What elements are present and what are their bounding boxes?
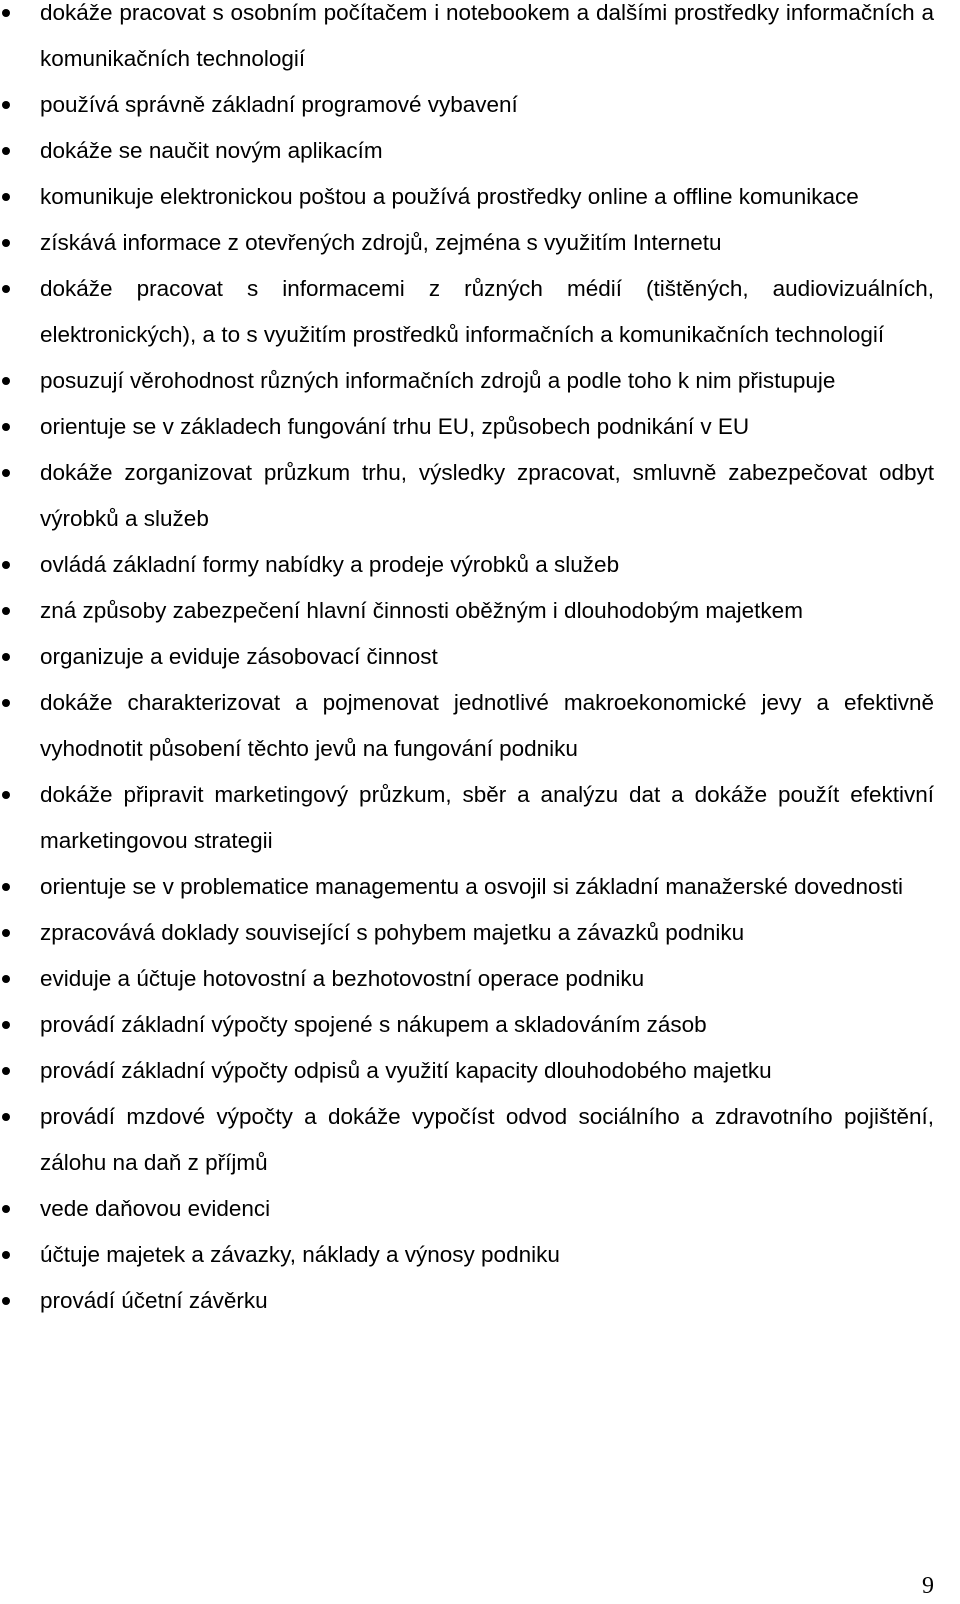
list-item-text: komunikuje elektronickou poštou a používá prostředky online a offline komunikace [40, 184, 859, 209]
bullet-icon [2, 193, 10, 201]
list-item-text: provádí základní výpočty odpisů a využití kapacity dlouhodobého majetku [40, 1058, 772, 1083]
list-item [40, 542, 934, 588]
list-item [40, 358, 934, 404]
bullet-icon [2, 1205, 10, 1213]
list-item-text: orientuje se v problematice managementu a osvojil si základní manažerské dovednosti [40, 874, 903, 899]
list-item [40, 1094, 934, 1186]
bullet-icon [2, 285, 10, 293]
list-item [40, 128, 934, 174]
bullet-icon [2, 883, 10, 891]
list-item-text: účtuje majetek a závazky, náklady a výnosy podniku [40, 1242, 560, 1267]
list-item-text: provádí účetní závěrku [40, 1288, 268, 1313]
list-item-text: dokáže pracovat s informacemi z různých médií (tištěných, audiovizuálních, elektronických), a to s využitím prostředků informačních a komunikačních technologií [40, 276, 934, 347]
bullet-icon [2, 1251, 10, 1259]
list-item-text: získává informace z otevřených zdrojů, zejména s využitím Internetu [40, 230, 722, 255]
list-item [40, 450, 934, 542]
list-item [40, 1278, 934, 1324]
list-item [40, 956, 934, 1002]
list-item [40, 910, 934, 956]
list-item [40, 680, 934, 772]
bullet-icon [2, 147, 10, 155]
list-item-text: posuzují věrohodnost různých informačních zdrojů a podle toho k nim přistupuje [40, 368, 836, 393]
list-item [40, 220, 934, 266]
list-item [40, 1002, 934, 1048]
bullet-icon [2, 239, 10, 247]
bullet-icon [2, 607, 10, 615]
bullet-icon [2, 791, 10, 799]
list-item-text: provádí základní výpočty spojené s nákupem a skladováním zásob [40, 1012, 707, 1037]
list-item-text: dokáže se naučit novým aplikacím [40, 138, 383, 163]
bullet-icon [2, 561, 10, 569]
bullet-icon [2, 653, 10, 661]
list-item [40, 864, 934, 910]
competency-list [40, 0, 934, 1324]
list-item [40, 1186, 934, 1232]
list-item [40, 588, 934, 634]
list-item-text: používá správně základní programové vybavení [40, 92, 518, 117]
list-item-text: dokáže zorganizovat průzkum trhu, výsledky zpracovat, smluvně zabezpečovat odbyt výrobků a služeb [40, 460, 934, 531]
bullet-icon [2, 1297, 10, 1305]
list-item-text: provádí mzdové výpočty a dokáže vypočíst odvod sociálního a zdravotního pojištění, zálohu na daň z příjmů [40, 1104, 934, 1175]
list-item [40, 404, 934, 450]
bullet-icon [2, 1021, 10, 1029]
list-item-text: organizuje a eviduje zásobovací činnost [40, 644, 438, 669]
bullet-icon [2, 929, 10, 937]
list-item-text: dokáže pracovat s osobním počítačem i notebookem a dalšími prostředky informačních a komunikačních technologií [40, 0, 934, 71]
bullet-icon [2, 423, 10, 431]
list-item-text: zpracovává doklady související s pohybem majetku a závazků podniku [40, 920, 745, 945]
list-item [40, 174, 934, 220]
list-item [40, 266, 934, 358]
list-item [40, 634, 934, 680]
list-item [40, 0, 934, 82]
list-item-text: eviduje a účtuje hotovostní a bezhotovostní operace podniku [40, 966, 645, 991]
bullet-icon [2, 975, 10, 983]
page-number: 9 [922, 1573, 934, 1599]
list-item-text: orientuje se v základech fungování trhu EU, způsobech podnikání v EU [40, 414, 750, 439]
bullet-icon [2, 699, 10, 707]
bullet-icon [2, 101, 10, 109]
bullet-icon [2, 377, 10, 385]
list-item-text: dokáže připravit marketingový průzkum, sběr a analýzu dat a dokáže použít efektivní marketingovou strategii [40, 782, 934, 853]
list-item [40, 82, 934, 128]
list-item-text: dokáže charakterizovat a pojmenovat jednotlivé makroekonomické jevy a efektivně vyhodnotit působení těchto jevů na fungování podniku [40, 690, 934, 761]
list-item [40, 1048, 934, 1094]
bullet-icon [2, 9, 10, 17]
bullet-icon [2, 1113, 10, 1121]
list-item [40, 772, 934, 864]
list-item-text: ovládá základní formy nabídky a prodeje výrobků a služeb [40, 552, 620, 577]
list-item-text: zná způsoby zabezpečení hlavní činnosti oběžným i dlouhodobým majetkem [40, 598, 803, 623]
list-item-text: vede daňovou evidenci [40, 1196, 271, 1221]
list-item [40, 1232, 934, 1278]
bullet-icon [2, 469, 10, 477]
bullet-icon [2, 1067, 10, 1075]
